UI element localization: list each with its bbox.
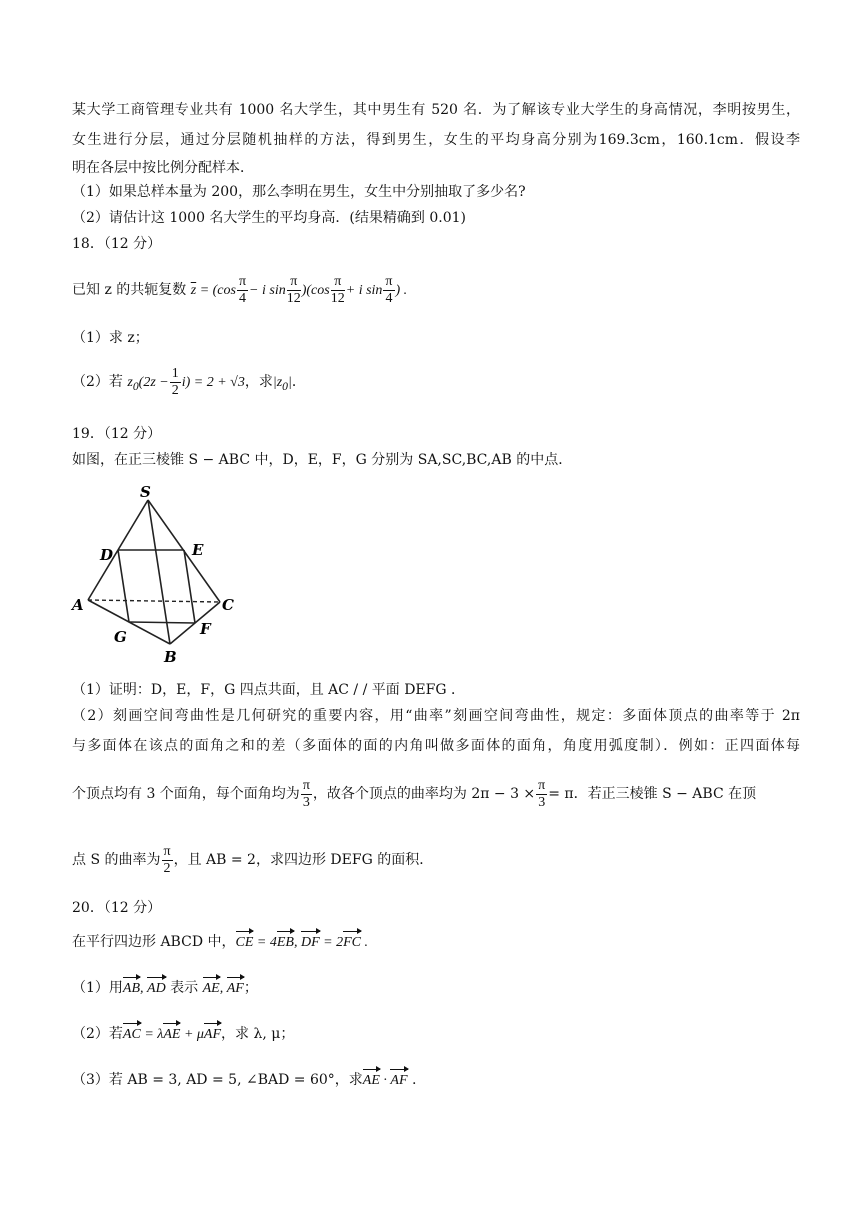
pyramid-figure (70, 482, 260, 668)
p18-header: 18．（12 分） (72, 236, 162, 252)
p17-line1: 某大学工商管理专业共有 1000 名大学生，其中男生有 520 名．为了解该专业大学生的身高情况，李明按男生， (72, 102, 800, 118)
vertex-label-e: E (192, 541, 204, 559)
p20-stem-formula: CE = 4EB, DF = 2FC . (236, 935, 368, 950)
p20-question-3: （3）若 AB = 3, AD = 5, ∠BAD = 60°，求AE · AF . (72, 1070, 800, 1091)
p20-question-1: （1）用AB, AD 表示 AE, AF； (72, 978, 800, 999)
p20-q1-mid: 表示 (170, 980, 199, 996)
p19-q2-line3-part-b: ，故各个顶点的曲率均为 2π − 3 × (312, 786, 536, 802)
p18-stem-prefix: 已知 z 的共轭复数 (72, 282, 187, 298)
p19-q2-line3-part-c: = π．若正三棱锥 S − ABC 在顶 (548, 786, 757, 802)
p17-line3: 明在各层中按比例分配样本． (72, 160, 254, 176)
p19-stem: 如图，在正三棱锥 S − ABC 中，D，E，F，G 分别为 SA,SC,BC,AB 的中点． (72, 452, 573, 468)
p19-q2-line1: （2）刻画空间弯曲性是几何研究的重要内容，用“曲率”刻画空间弯曲性，规定：多面体顶点的曲率等于 2π (72, 708, 800, 724)
p18-question-1: （1）求 z； (72, 330, 149, 346)
p20-q2-prefix: （2）若 (72, 1026, 123, 1042)
p18-question-2: （2）若 $z_0(2z$ − $\frac{1}{2}$ i) = 2 + √3，求$|z_0|$． (72, 366, 306, 399)
vertex-label-d: D (100, 546, 114, 564)
p17-question-2: （2）请估计这 1000 名大学生的平均身高．(结果精确到 0.01) (72, 210, 466, 226)
p17-question-1: （1）如果总样本量为 200，那么李明在男生，女生中分别抽取了多少名? (72, 184, 526, 200)
vertex-label-b: B (164, 648, 177, 666)
p18-q2-prefix: （2）若 (72, 374, 123, 390)
p20-q2-suffix: ，求 λ, μ； (221, 1026, 295, 1042)
p20-q3-prefix: （3）若 AB = 3, AD = 5, ∠BAD = 60°，求 (72, 1072, 363, 1088)
p18-q2-formula: $z_0(2z$ − $\frac{1}{2}$ i) = 2 + √3 (127, 366, 245, 399)
p20-stem (72, 932, 800, 953)
p20-q1-prefix: （1）用 (72, 980, 123, 996)
fraction-pi-over-3-b: $\frac{\pi}{3}$ (538, 777, 546, 810)
fraction-pi-over-3: $\frac{\pi}{3}$ (302, 777, 310, 810)
p18-stem (72, 270, 800, 311)
vertex-label-a: A (72, 596, 84, 614)
p20-stem-prefix: 在平行四边形 ABCD 中， (72, 934, 236, 950)
p19-q2-line4 (72, 840, 800, 880)
p19-q2-line3 (72, 774, 800, 814)
p18-q2-suffix: ，求 (244, 374, 273, 390)
p19-q2-line4-part-b: ，且 AB = 2，求四边形 DEFG 的面积． (173, 852, 434, 868)
p19-q2-line3-part-a: 个顶点均有 3 个面角，每个面角均为 (72, 786, 300, 802)
p18-q2-target: $|z_0|$ (272, 375, 292, 393)
vertex-label-s: S (140, 483, 151, 501)
p19-question-1: （1）证明：D，E，F，G 四点共面，且 AC / / 平面 DEFG ． (72, 682, 465, 698)
p19-header: 19．（12 分） (72, 426, 162, 442)
p20-question-2: （2）若AC = λAE + μAF，求 λ, μ； (72, 1024, 800, 1045)
fraction-pi-over-2: $\frac{\pi}{2}$ (163, 843, 171, 876)
p19-q2-line4-part-a: 点 S 的曲率为 (72, 852, 161, 868)
vertex-label-f: F (200, 620, 211, 638)
p20-header: 20．（12 分） (72, 900, 162, 916)
p17-line2: 女生进行分层，通过分层随机抽样的方法，得到男生，女生的平均身高分别为169.3cm，160.1cm．假设李 (72, 132, 800, 148)
vertex-label-c: C (222, 596, 234, 614)
p18-stem-formula: $\overline{z} = (\cos$ $\frac{\pi}{4}$ − i sin $\frac{\pi}{12}$ )(cos $\frac{\pi}{12}$ + i sin $\frac{\pi}{4}$ ) . (190, 274, 408, 307)
vertex-label-g: G (114, 628, 127, 646)
p19-q2-line2: 与多面体在该点的面角之和的差（多面体的面的内角叫做多面体的面角，角度用弧度制）．例如：正四面体每 (72, 738, 800, 754)
